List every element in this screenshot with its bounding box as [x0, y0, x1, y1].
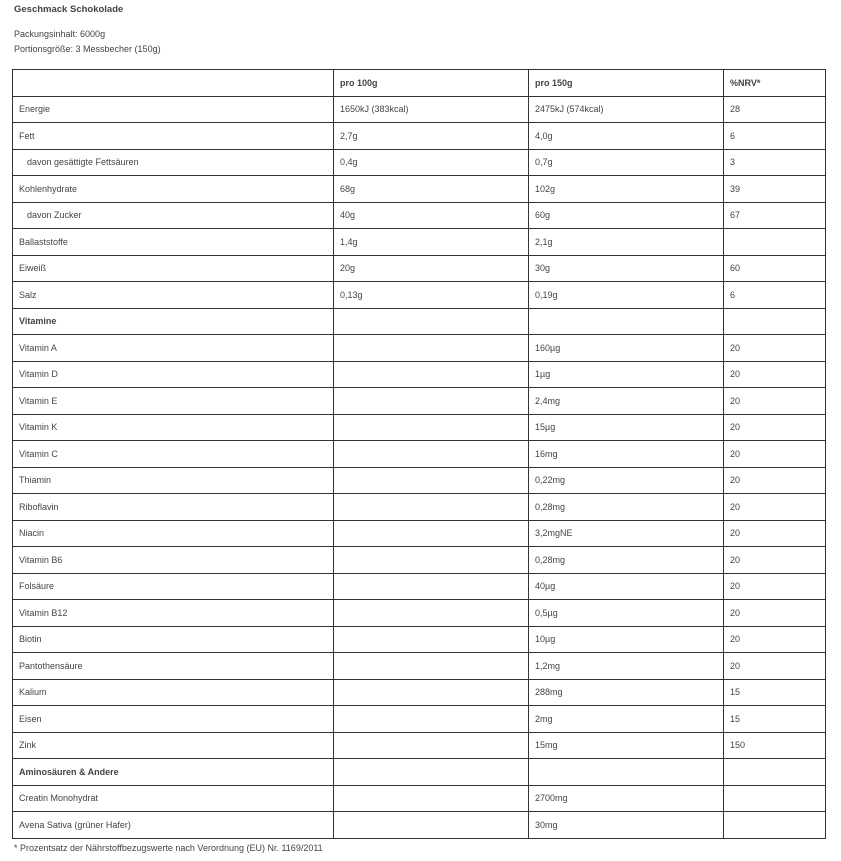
- nrv-cell: 20: [724, 600, 826, 627]
- nrv-cell: 20: [724, 335, 826, 362]
- per-100g-cell: [334, 547, 529, 574]
- per-100g-cell: [334, 759, 529, 786]
- per-150g-cell: [529, 308, 724, 335]
- header-nutrient: [13, 70, 334, 97]
- nutrient-name-cell: Niacin: [13, 520, 334, 547]
- package-content-text: Packungsinhalt: 6000g: [14, 29, 106, 39]
- per-150g-cell: [529, 759, 724, 786]
- nutrient-name-cell: Energie: [13, 96, 334, 123]
- per-150g-cell: 2,1g: [529, 229, 724, 256]
- nrv-cell: 15: [724, 679, 826, 706]
- per-150g-cell: 0,28mg: [529, 547, 724, 574]
- nutrient-name-cell: Vitamin C: [13, 441, 334, 468]
- table-row: [13, 123, 826, 150]
- nutrient-name-cell: Pantothensäure: [13, 653, 334, 680]
- table-row: [13, 361, 826, 388]
- table-row: [13, 335, 826, 362]
- table-row: [13, 176, 826, 203]
- table-row: [13, 282, 826, 309]
- nrv-cell: 6: [724, 282, 826, 309]
- per-150g-cell: 10µg: [529, 626, 724, 653]
- nutrient-name-cell: davon Zucker: [13, 202, 334, 229]
- nrv-cell: [724, 812, 826, 839]
- per-100g-cell: 1650kJ (383kcal): [334, 96, 529, 123]
- per-150g-cell: 288mg: [529, 679, 724, 706]
- per-100g-cell: [334, 441, 529, 468]
- table-row: [13, 626, 826, 653]
- per-100g-cell: [334, 520, 529, 547]
- per-150g-cell: 15µg: [529, 414, 724, 441]
- table-row: [13, 494, 826, 521]
- nutrient-name-cell: Vitamine: [13, 308, 334, 335]
- per-150g-cell: 40µg: [529, 573, 724, 600]
- nutrient-name-cell: davon gesättigte Fettsäuren: [13, 149, 334, 176]
- nrv-cell: [724, 759, 826, 786]
- nutrition-table-header: [13, 70, 826, 97]
- per-100g-cell: [334, 573, 529, 600]
- nrv-cell: 15: [724, 706, 826, 733]
- nutrient-name-cell: Avena Sativa (grüner Hafer): [13, 812, 334, 839]
- per-100g-cell: [334, 335, 529, 362]
- nrv-cell: 20: [724, 547, 826, 574]
- table-row: [13, 388, 826, 415]
- section-header-row: [13, 759, 826, 786]
- nutrient-name-cell: Vitamin K: [13, 414, 334, 441]
- per-150g-cell: 4,0g: [529, 123, 724, 150]
- nutrient-name-cell: Creatin Monohydrat: [13, 785, 334, 812]
- nutrient-name-cell: Eisen: [13, 706, 334, 733]
- nutrient-name-cell: Vitamin D: [13, 361, 334, 388]
- per-100g-cell: [334, 679, 529, 706]
- per-100g-cell: [334, 706, 529, 733]
- nutrient-name-cell: Thiamin: [13, 467, 334, 494]
- per-100g-cell: 68g: [334, 176, 529, 203]
- nutrient-name-cell: Kalium: [13, 679, 334, 706]
- per-100g-cell: 40g: [334, 202, 529, 229]
- per-100g-cell: [334, 626, 529, 653]
- per-100g-cell: 20g: [334, 255, 529, 282]
- table-row: [13, 653, 826, 680]
- nutrient-name-cell: Biotin: [13, 626, 334, 653]
- nrv-cell: 20: [724, 414, 826, 441]
- nrv-cell: 20: [724, 520, 826, 547]
- per-100g-cell: 0,13g: [334, 282, 529, 309]
- per-100g-cell: [334, 812, 529, 839]
- nrv-cell: 20: [724, 653, 826, 680]
- nrv-cell: 60: [724, 255, 826, 282]
- per-150g-cell: 0,22mg: [529, 467, 724, 494]
- nutrient-name-cell: Vitamin B6: [13, 547, 334, 574]
- per-100g-cell: [334, 785, 529, 812]
- per-100g-cell: 2,7g: [334, 123, 529, 150]
- nrv-cell: [724, 229, 826, 256]
- per-150g-cell: 0,5µg: [529, 600, 724, 627]
- nutrient-name-cell: Riboflavin: [13, 494, 334, 521]
- nutrient-name-cell: Zink: [13, 732, 334, 759]
- nutrient-name-cell: Vitamin A: [13, 335, 334, 362]
- per-100g-cell: [334, 467, 529, 494]
- nrv-cell: 3: [724, 149, 826, 176]
- per-150g-cell: 102g: [529, 176, 724, 203]
- table-row: [13, 706, 826, 733]
- table-row: [13, 812, 826, 839]
- nutrient-name-cell: Vitamin B12: [13, 600, 334, 627]
- nrv-cell: 67: [724, 202, 826, 229]
- per-150g-cell: 1,2mg: [529, 653, 724, 680]
- per-100g-cell: [334, 388, 529, 415]
- per-150g-cell: 30mg: [529, 812, 724, 839]
- nutrient-name-cell: Vitamin E: [13, 388, 334, 415]
- header-row: [13, 70, 826, 97]
- table-row: [13, 600, 826, 627]
- per-150g-cell: 2475kJ (574kcal): [529, 96, 724, 123]
- per-150g-cell: 0,7g: [529, 149, 724, 176]
- nrv-cell: 20: [724, 494, 826, 521]
- nrv-cell: 20: [724, 573, 826, 600]
- nutrient-name-cell: Ballaststoffe: [13, 229, 334, 256]
- table-row: [13, 202, 826, 229]
- per-150g-cell: 1µg: [529, 361, 724, 388]
- nrv-cell: 20: [724, 467, 826, 494]
- table-row: [13, 229, 826, 256]
- section-header-row: [13, 308, 826, 335]
- table-row: [13, 414, 826, 441]
- per-100g-cell: [334, 494, 529, 521]
- table-row: [13, 679, 826, 706]
- header-per-150g: pro 150g: [529, 70, 724, 97]
- nutrient-name-cell: Folsäure: [13, 573, 334, 600]
- per-150g-cell: 3,2mgNE: [529, 520, 724, 547]
- nrv-cell: 150: [724, 732, 826, 759]
- table-row: [13, 573, 826, 600]
- table-row: [13, 149, 826, 176]
- nrv-cell: 20: [724, 441, 826, 468]
- nrv-cell: 6: [724, 123, 826, 150]
- per-150g-cell: 2700mg: [529, 785, 724, 812]
- per-100g-cell: [334, 308, 529, 335]
- per-150g-cell: 2mg: [529, 706, 724, 733]
- table-row: [13, 547, 826, 574]
- nutrient-name-cell: Fett: [13, 123, 334, 150]
- per-100g-cell: [334, 653, 529, 680]
- per-150g-cell: 15mg: [529, 732, 724, 759]
- nrv-footnote: * Prozentsatz der Nährstoffbezugswerte nach Verordnung (EU) Nr. 1169/2011: [14, 843, 323, 853]
- per-100g-cell: [334, 414, 529, 441]
- table-row: [13, 96, 826, 123]
- nrv-cell: 20: [724, 626, 826, 653]
- nrv-cell: 20: [724, 361, 826, 388]
- table-row: [13, 732, 826, 759]
- table-row: [13, 441, 826, 468]
- header-nrv: %NRV*: [724, 70, 826, 97]
- nutrition-table: [12, 69, 826, 839]
- nutrition-table-body: [13, 96, 826, 838]
- nrv-cell: 28: [724, 96, 826, 123]
- per-100g-cell: 1,4g: [334, 229, 529, 256]
- per-150g-cell: 16mg: [529, 441, 724, 468]
- nutrient-name-cell: Aminosäuren & Andere: [13, 759, 334, 786]
- table-row: [13, 785, 826, 812]
- nutrient-name-cell: Salz: [13, 282, 334, 309]
- table-row: [13, 255, 826, 282]
- per-150g-cell: 160µg: [529, 335, 724, 362]
- per-150g-cell: 0,19g: [529, 282, 724, 309]
- per-150g-cell: 2,4mg: [529, 388, 724, 415]
- table-row: [13, 467, 826, 494]
- nrv-cell: [724, 785, 826, 812]
- nutrient-name-cell: Eiweiß: [13, 255, 334, 282]
- per-100g-cell: [334, 361, 529, 388]
- per-100g-cell: [334, 600, 529, 627]
- per-100g-cell: [334, 732, 529, 759]
- nrv-cell: 20: [724, 388, 826, 415]
- serving-size-text: Portionsgröße: 3 Messbecher (150g): [14, 44, 161, 54]
- nutrient-name-cell: Kohlenhydrate: [13, 176, 334, 203]
- header-per-100g: pro 100g: [334, 70, 529, 97]
- per-150g-cell: 0,28mg: [529, 494, 724, 521]
- product-flavor-title: Geschmack Schokolade: [14, 4, 124, 15]
- per-150g-cell: 30g: [529, 255, 724, 282]
- per-150g-cell: 60g: [529, 202, 724, 229]
- table-row: [13, 520, 826, 547]
- nrv-cell: 39: [724, 176, 826, 203]
- nrv-cell: [724, 308, 826, 335]
- per-100g-cell: 0,4g: [334, 149, 529, 176]
